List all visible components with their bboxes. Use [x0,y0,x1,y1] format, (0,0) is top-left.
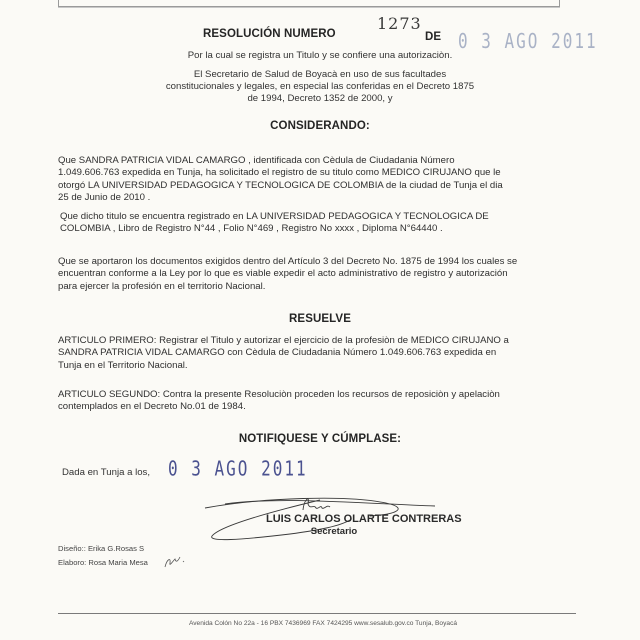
resolution-de-label: DE [425,31,442,43]
preamble-line: de 1994, Decreto 1352 de 2000, y [247,93,393,104]
paragraph-line: encuentran conforme a la Ley por lo que es viable expedir el acto administrativo de registro y autorización [58,268,508,280]
resolution-number: 1273 [377,14,422,33]
paragraph-line: otorgó LA UNIVERSIDAD PEDAGOGICA Y TECNOLOGICA DE COLOMBIA de la ciudad de Tunja el dia [58,179,503,191]
considerando-paragraph-2 [60,211,580,236]
paragraph-line: contemplados en el Decreto No.01 de 1984. [58,401,246,413]
paragraph-line: ARTICULO PRIMERO: Registrar el Titulo y autorizar el ejercicio de la profesiòn de MEDICO CIRUJANO a [58,335,509,346]
resolution-title: RESOLUCIÓN NUMERO [203,28,336,40]
preamble-line: El Secretario de Salud de Boyacà en uso de sus facultades [193,69,447,80]
credit-prepared: Elaboro: Rosa Maria Mesa [58,558,148,567]
section-heading-notifiquese: NOTIFIQUESE Y CÚMPLASE: [238,433,402,445]
signatory-role: Secretario [310,526,358,537]
article-segundo [58,389,578,414]
considerando-paragraph-3 [58,256,578,293]
considerando-paragraph-1 [58,155,578,205]
article-primero [58,335,578,372]
preamble [120,69,520,105]
given-at-label: Dada en Tunja a los, [62,467,151,478]
paragraph-line: para ejercer la profesión en el territorio Nacional. [58,280,266,292]
paragraph-line: ARTICULO SEGUNDO: Contra la presente Resoluciòn proceden los recursos de reposiciòn y apelaciòn [58,389,500,400]
date-stamp-closing: 0 3 AGO 2011 [168,456,308,481]
section-heading-considerando: CONSIDERANDO: [270,120,370,132]
signatory-name: LUIS CARLOS OLARTE CONTRERAS [266,513,462,525]
letterhead-frame [58,0,560,7]
paragraph-line: 25 de Junio de 2010 . [58,192,151,204]
paragraph-line: Que se aportaron los documentos exigidos dentro del Artículo 3 del Decreto No. 1875 de 1994 los cuales se [58,256,518,267]
paragraph-line: 1.049.606.763 expedida en Tunja, ha solicitado el registro de su titulo como MEDICO CIRUJANO que le [58,167,501,179]
paragraph-line: Que SANDRA PATRICIA VIDAL CAMARGO , identificada con Cèdula de Ciudadania Número [58,155,455,166]
section-heading-resuelve: RESUELVE [289,313,351,325]
preamble-line: constitucionales y legales, en especial las conferidas en el Decreto 1875 [165,81,475,92]
resolution-subtitle: Por la cual se registra un Titulo y se confiere una autorizaciòn. [187,50,453,61]
footer-address: Avenida Colón No 22a - 16 PBX 7436969 FAX 7424295 www.sesalub.gov.co Tunja, Boyacá [188,620,458,627]
date-stamp-header: 0 3 AGO 2011 [458,29,598,53]
paragraph-line: SANDRA PATRICIA VIDAL CAMARGO con Cèdula de Ciudadania Número 1.049.606.763 expedida en [58,347,497,359]
paragraph-line: Que dicho titulo se encuentra registrado en LA UNIVERSIDAD PEDAGOGICA Y TECNOLOGICA DE [60,211,489,222]
paragraph-line: COLOMBIA , Libro de Registro N°44 , Folio N°469 , Registro No xxxx , Diploma N°64440 . [60,223,443,235]
footer-divider [58,613,576,614]
credit-design: Diseño:: Erika G.Rosas S [58,544,145,553]
handwritten-initials-icon [163,553,187,571]
paragraph-line: Tunja en el Territorio Nacional. [58,359,188,371]
